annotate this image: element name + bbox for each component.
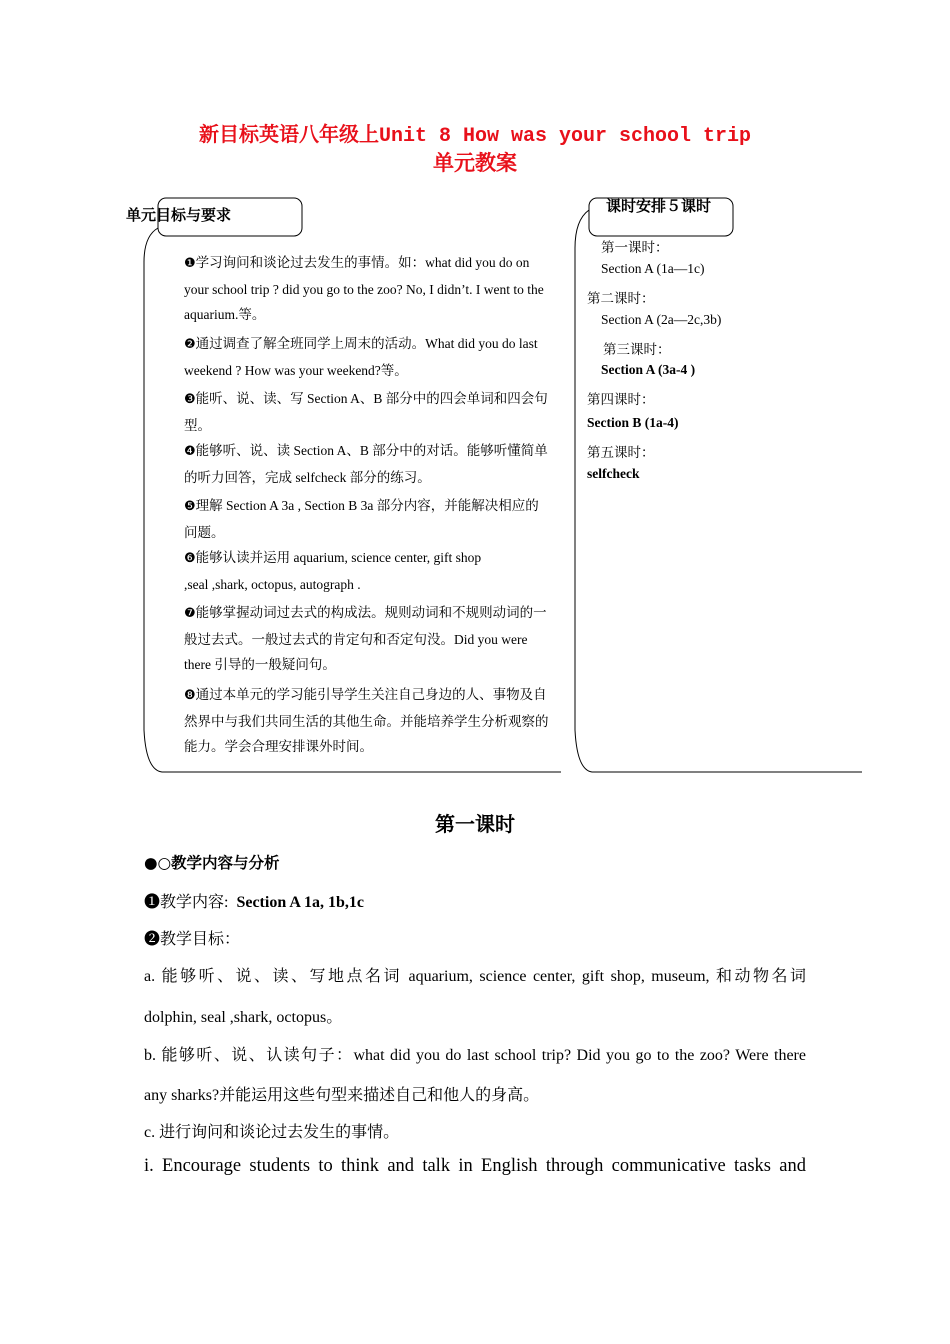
schedule-lesson-2-label: 第二课时： <box>587 291 655 306</box>
goal-number: ❼ <box>184 606 196 621</box>
schedule-lesson-4-label: 第四课时： <box>587 392 655 407</box>
goal-number: ❶ <box>184 256 196 271</box>
goal-number: ❺ <box>184 499 196 514</box>
goal-text: 学习询问和谈论过去发生的事情。如：what did you do on your school trip ? did you go to the zoo? No, I didn’t. I went to the aquarium.等。 <box>184 255 544 322</box>
schedule-box-label: 课时安排５课时 <box>606 197 712 215</box>
content-value: Section A 1a, 1b,1c <box>236 894 365 911</box>
schedule-lesson-5-label: 第五课时： <box>587 445 655 460</box>
schedule-lesson-1-label: 第一课时： <box>601 240 669 255</box>
schedule-lesson-1-section: Section A (1a—1c) <box>601 261 705 276</box>
goal-text: 能够掌握动词过去式的构成法。规则动词和不规则动词的一般过去式。一般过去式的肯定句和否定句没。Did you were there 引导的一般疑问句。 <box>184 605 547 672</box>
objective-b-line2: any sharks?并能运用这些句型来描述自己和他人的身高。 <box>144 1087 540 1104</box>
goal-text: 能够听、说、读 Section A、B 部分中的对话。能够听懂简单的听力回答，完成 selfcheck 部分的练习。 <box>184 443 548 485</box>
goal-text: 理解 Section A 3a , Section B 3a 部分内容，并能解决相应的问题。 <box>184 498 539 540</box>
objective-i-line: i. Encourage students to think and talk in English through communicative tasks and <box>144 1156 806 1176</box>
lesson-heading: 第一课时 <box>435 812 515 836</box>
goal-number: ❽ <box>184 688 196 703</box>
goal-number: ❻ <box>184 551 196 566</box>
schedule-lesson-3-label: 第三课时： <box>603 342 671 357</box>
document-subtitle: 单元教案 <box>433 151 517 175</box>
goal-number: ❷ <box>184 337 196 352</box>
objective-c-line: c. 进行询问和谈论过去发生的事情。 <box>144 1124 400 1141</box>
objective-a-line1: a. 能够听、说、读、写地点名词 aquarium, science center, gift shop, museum, 和动物名词 <box>144 968 806 985</box>
goal-item-4 <box>184 438 550 490</box>
content-line <box>144 889 364 912</box>
schedule-lesson-3-section: Section A (3a-4 ) <box>601 362 696 377</box>
goal-item-3 <box>184 386 550 438</box>
goal-text: 通过本单元的学习能引导学生关注自己身边的人、事物及自然界中与我们共同生活的其他生命。并能培养学生分析观察的能力。学会合理安排课外时间。 <box>184 687 549 754</box>
goal-text: 能听、说、读、写 Section A、B 部分中的四会单词和四会句型。 <box>184 391 548 433</box>
goal-text: 能够认读并运用 aquarium, science center, gift shop ,seal ,shark, octopus, autograph . <box>184 550 482 592</box>
objectives-label: ❷教学目标： <box>144 931 241 948</box>
objective-b-line1: b. 能够听、说、认读句子：what did you do last school trip? Did you go to the zoo? Were there <box>144 1047 806 1064</box>
goal-item-6 <box>184 545 484 597</box>
analysis-heading: ●○教学内容与分析 <box>144 854 280 872</box>
goals-box-label: 单元目标与要求 <box>126 206 232 224</box>
schedule-lesson-2-section: Section A (2a—2c,3b) <box>601 312 722 327</box>
goal-text: 通过调查了解全班同学上周末的活动。What did you do last weekend ? How was your weekend?等。 <box>184 336 538 378</box>
goal-number: ❹ <box>184 444 196 459</box>
schedule-lesson-4-section: Section B (1a-4) <box>587 415 679 430</box>
goal-item-1 <box>184 250 550 328</box>
goal-number: ❸ <box>184 392 196 407</box>
goal-item-2 <box>184 331 550 383</box>
content-label: ❶教学内容: <box>144 894 229 911</box>
goal-item-5 <box>184 493 550 545</box>
objective-a-line2: dolphin, seal ,shark, octopus。 <box>144 1009 343 1026</box>
goal-item-8 <box>184 682 550 760</box>
document-title: 新目标英语八年级上Unit 8 How was your school trip <box>198 125 752 148</box>
schedule-lesson-5-section: selfcheck <box>587 466 640 481</box>
goal-item-7 <box>184 600 550 678</box>
